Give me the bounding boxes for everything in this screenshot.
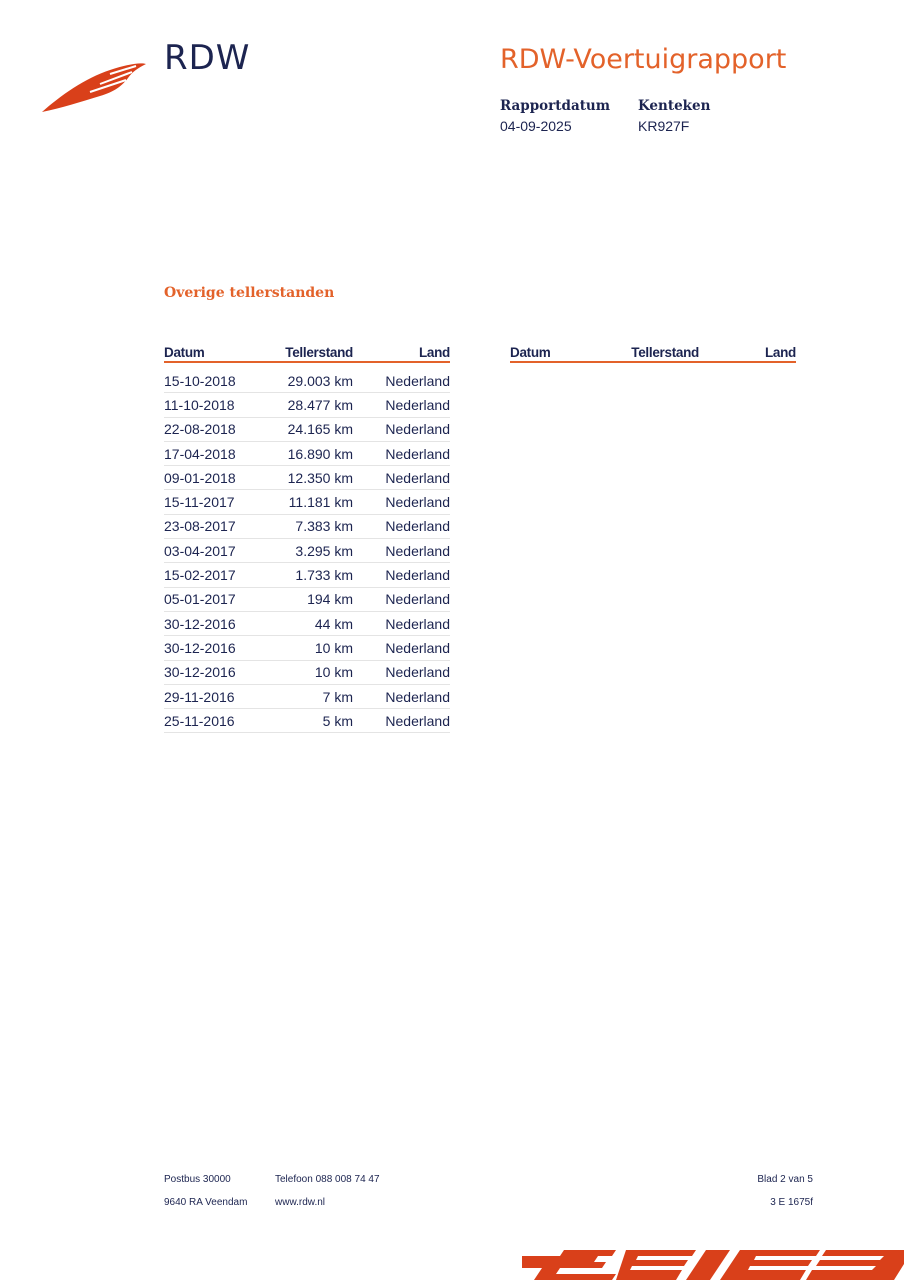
table-row (164, 466, 450, 490)
cell-date: 15-02-2017 (164, 567, 236, 584)
cell-country: Nederland (385, 445, 450, 462)
table-row (164, 661, 450, 685)
cell-country: Nederland (385, 494, 450, 511)
cell-country: Nederland (385, 518, 450, 535)
cell-odometer: 11.181 km (288, 494, 353, 511)
cell-odometer: 10 km (314, 639, 353, 656)
cell-date: 29-11-2016 (164, 688, 235, 705)
table-body (164, 363, 450, 733)
footer-address: 9640 RA Veendam (164, 1197, 248, 1208)
cell-odometer: 28.477 km (287, 396, 353, 413)
table-row (164, 685, 450, 709)
cell-date: 30-12-2016 (164, 615, 236, 632)
cell-date: 30-12-2016 (164, 664, 236, 681)
cell-country: Nederland (385, 712, 450, 729)
cell-date: 15-11-2017 (164, 494, 235, 511)
table-row (164, 588, 450, 612)
rdw-wing-logo-icon (40, 56, 150, 116)
table-row (164, 442, 450, 466)
cell-odometer: 29.003 km (287, 372, 353, 389)
column-header-odometer: Tellerstand (631, 345, 699, 360)
section-title: Overige tellerstanden (164, 285, 335, 301)
cell-date: 05-01-2017 (164, 591, 236, 608)
table-row (164, 418, 450, 442)
cell-odometer: 7.383 km (295, 518, 353, 535)
cell-date: 17-04-2018 (164, 445, 236, 462)
cell-date: 03-04-2017 (164, 542, 236, 559)
cell-date: 25-11-2016 (164, 712, 235, 729)
footer-postbus: Postbus 30000 (164, 1174, 231, 1185)
cell-country: Nederland (385, 421, 450, 438)
cell-odometer: 12.350 km (287, 469, 353, 486)
column-header-date: Datum (164, 345, 205, 360)
cell-date: 22-08-2018 (164, 421, 236, 438)
odometer-table-left (164, 344, 450, 733)
cell-odometer: 5 km (322, 712, 353, 729)
cell-odometer: 7 km (322, 688, 353, 705)
cell-odometer: 3.295 km (295, 542, 353, 559)
table-row (164, 369, 450, 393)
table-header (164, 344, 450, 363)
cell-date: 09-01-2018 (164, 469, 236, 486)
cell-odometer: 24.165 km (287, 421, 353, 438)
table-header (510, 344, 796, 363)
table-row (164, 612, 450, 636)
brand-name: RDW (164, 38, 251, 78)
plate-label: Kenteken (638, 98, 711, 114)
cell-country: Nederland (385, 567, 450, 584)
footer-page-number: Blad 2 van 5 (757, 1174, 813, 1185)
table-row (164, 515, 450, 539)
cell-country: Nederland (385, 542, 450, 559)
column-header-date: Datum (510, 345, 551, 360)
report-title: RDW-Voertuigrapport (500, 44, 787, 75)
cell-country: Nederland (385, 591, 450, 608)
odometer-table-right (510, 344, 796, 363)
footer-website: www.rdw.nl (275, 1197, 326, 1208)
table-row (164, 490, 450, 514)
table-row (164, 709, 450, 733)
cell-odometer: 16.890 km (287, 445, 353, 462)
column-header-country: Land (764, 345, 796, 360)
cell-odometer: 1.733 km (295, 567, 353, 584)
cell-odometer: 44 km (314, 615, 353, 632)
footer-phone: Telefoon 088 008 74 47 (275, 1174, 380, 1185)
cell-country: Nederland (385, 372, 450, 389)
cell-country: Nederland (385, 664, 450, 681)
cell-country: Nederland (385, 615, 450, 632)
cell-odometer: 10 km (314, 664, 353, 681)
report-date-value: 04-09-2025 (500, 118, 572, 134)
cell-country: Nederland (385, 396, 450, 413)
column-header-odometer: Tellerstand (285, 345, 353, 360)
report-date-label: Rapportdatum (500, 98, 611, 114)
table-row (164, 563, 450, 587)
table-row (164, 636, 450, 660)
footer-stripes-decoration (520, 1244, 904, 1280)
cell-date: 15-10-2018 (164, 372, 236, 389)
table-row (164, 539, 450, 563)
column-header-country: Land (418, 345, 450, 360)
cell-date: 11-10-2018 (164, 396, 235, 413)
plate-value: KR927F (638, 118, 690, 134)
table-row (164, 393, 450, 417)
cell-odometer: 194 km (307, 591, 353, 608)
cell-country: Nederland (385, 688, 450, 705)
footer-document-code: 3 E 1675f (770, 1197, 813, 1208)
cell-country: Nederland (385, 469, 450, 486)
cell-country: Nederland (385, 639, 450, 656)
cell-date: 30-12-2016 (164, 639, 236, 656)
cell-date: 23-08-2017 (164, 518, 236, 535)
